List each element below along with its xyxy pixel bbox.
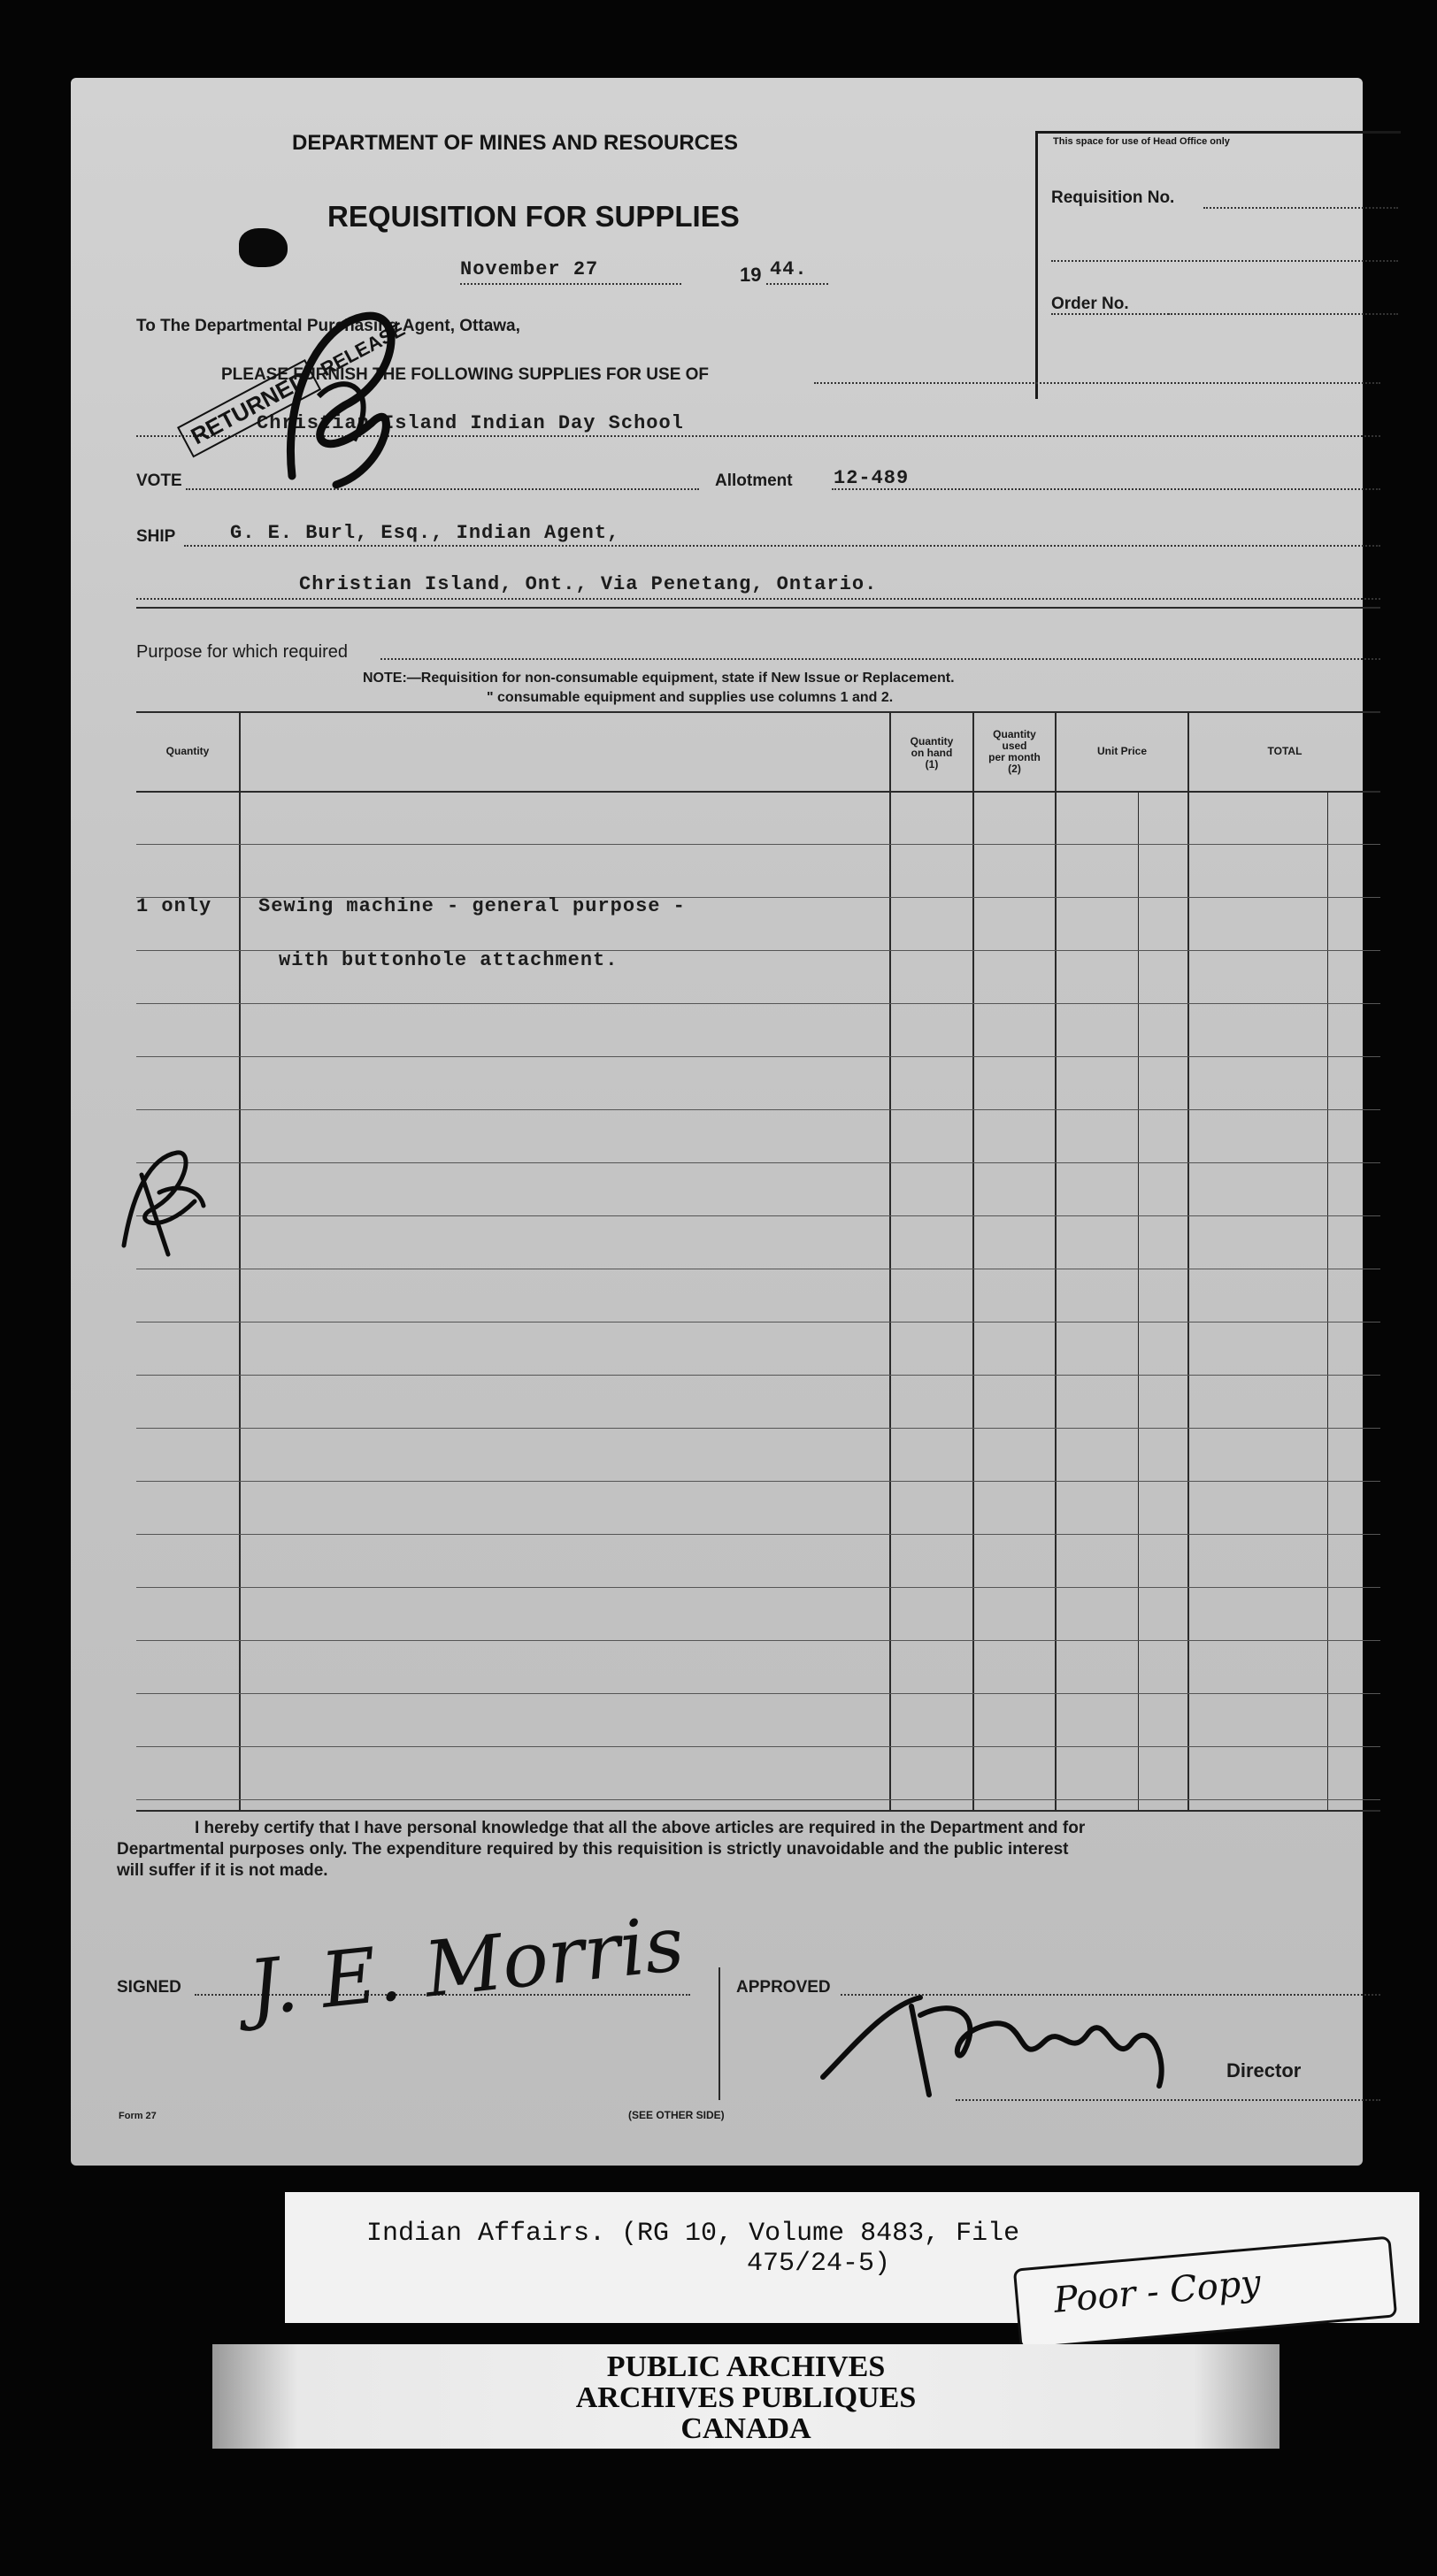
header-used-per-month xyxy=(974,729,1055,775)
head-office-caption: This space for use of Head Office only xyxy=(1053,136,1230,147)
to-line: To The Departmental Purchasing Agent, Ottawa, xyxy=(136,317,520,335)
margin-scribble xyxy=(115,1139,212,1263)
ink-blot xyxy=(239,228,288,267)
header-on-hand-line-1: Quantity xyxy=(910,735,954,748)
col-sep-unit-price-cents xyxy=(1138,791,1139,1810)
ship-label: SHIP xyxy=(136,527,176,546)
table-rule-line xyxy=(136,1640,1380,1641)
table-header-border xyxy=(136,791,1380,793)
please-furnish-dots xyxy=(814,382,1380,384)
public-archives-line-3: CANADA xyxy=(680,2412,811,2445)
see-other-side: (SEE OTHER SIDE) xyxy=(628,2109,725,2121)
table-rule-line xyxy=(136,1162,1380,1163)
requisition-form xyxy=(71,78,1363,2166)
row-2-description: with buttonhole attachment. xyxy=(279,949,619,971)
ship-line-1: G. E. Burl, Esq., Indian Agent, xyxy=(230,522,620,544)
note-line-2: " consumable equipment and supplies use columns 1 and 2. xyxy=(487,690,894,705)
vote-label: VOTE xyxy=(136,472,182,490)
table-rule-line xyxy=(136,1693,1380,1694)
vote-line xyxy=(186,488,699,490)
purpose-label: Purpose for which required xyxy=(136,642,349,662)
returned-stamp-text: RETURNED xyxy=(177,359,322,458)
certification-line-3: will suffer if it is not made. xyxy=(117,1861,328,1880)
table-rule-line xyxy=(136,1587,1380,1588)
signature-divider xyxy=(718,1967,720,2100)
row-1-description: Sewing machine - general purpose - xyxy=(258,895,686,917)
certification-line-2: Departmental purposes only. The expenditure required by this requisition is strictly unavoidable and the public interest xyxy=(117,1840,1069,1859)
header-used-line-2: used xyxy=(1002,740,1027,752)
table-rule-line xyxy=(136,844,1380,845)
header-used-line-4: (2) xyxy=(1008,763,1021,775)
date-year-line xyxy=(766,283,828,285)
director-label: Director xyxy=(1226,2059,1302,2082)
purpose-line xyxy=(380,658,1380,660)
date-month-day: November 27 xyxy=(460,258,599,280)
release-stamp-text: RELEASE xyxy=(317,318,409,381)
col-sep-quantity xyxy=(239,711,241,1810)
date-year-suffix: 44. xyxy=(770,258,808,280)
header-on-hand-line-2: on hand xyxy=(911,747,953,759)
public-archives-line-2: ARCHIVES PUBLIQUES xyxy=(575,2381,917,2414)
table-rule-line xyxy=(136,1375,1380,1376)
signed-label: SIGNED xyxy=(117,1978,181,1997)
order-number-label: Order No. xyxy=(1051,295,1129,313)
head-office-blank-line-1 xyxy=(1051,260,1398,262)
col-sep-unit-price xyxy=(1187,711,1189,1810)
header-used-line-1: Quantity xyxy=(993,728,1036,740)
please-furnish-line: PLEASE FURNISH THE FOLLOWING SUPPLIES FOR USE OF xyxy=(221,365,710,384)
allotment-label: Allotment xyxy=(715,472,793,490)
ship-line-2-dots xyxy=(136,598,1380,600)
archive-reference-line-1: Indian Affairs. (RG 10, Volume 8483, File xyxy=(366,2219,1020,2249)
row-1-quantity: 1 only xyxy=(136,895,212,917)
initials-scribble xyxy=(265,290,416,494)
table-rule-line xyxy=(136,1109,1380,1110)
approved-signature xyxy=(814,1980,1186,2104)
ship-separator xyxy=(136,607,1380,609)
table-rule-line xyxy=(136,1428,1380,1429)
director-line xyxy=(956,2099,1380,2101)
table-rule-line xyxy=(136,1799,1380,1800)
public-archives-line-1: PUBLIC ARCHIVES xyxy=(606,2350,886,2383)
header-used-line-3: per month xyxy=(988,751,1041,763)
date-line xyxy=(460,283,681,285)
allotment-value: 12-489 xyxy=(834,467,910,489)
archive-reference-line-2: 475/24-5) xyxy=(747,2249,891,2279)
header-unit-price: Unit Price xyxy=(1096,745,1147,757)
note-line-1: NOTE:—Requisition for non-consumable equipment, state if New Issue or Replacement. xyxy=(363,671,955,686)
date-year-prefix: 19 xyxy=(740,264,762,286)
requisition-number-line xyxy=(1203,207,1398,209)
archive-reference-text xyxy=(366,2219,1019,2279)
col-sep-total-cents xyxy=(1327,791,1328,1810)
col-sep-used xyxy=(1055,711,1057,1810)
table-rule-line xyxy=(136,1746,1380,1747)
col-sep-description xyxy=(889,711,891,1810)
table-rule-line xyxy=(136,1534,1380,1535)
certification-line-1: I hereby certify that I have personal knowledge that all the above articles are required in the Department and for xyxy=(195,1819,1086,1837)
table-top-border xyxy=(136,711,1380,713)
ship-line-1-dots xyxy=(184,545,1380,547)
signed-signature: J. E. Morris xyxy=(244,1899,688,2034)
col-sep-on-hand xyxy=(972,711,974,1810)
allotment-line xyxy=(832,488,1380,490)
for-use-of-value: Christian Island Indian Day School xyxy=(257,412,684,434)
form-title: REQUISITION FOR SUPPLIES xyxy=(327,200,740,233)
requisition-number-label: Requisition No. xyxy=(1051,188,1175,207)
table-bottom-border xyxy=(136,1810,1380,1812)
header-total: TOTAL xyxy=(1267,745,1303,757)
table-rule-line xyxy=(136,1003,1380,1004)
table-rule-line xyxy=(136,1056,1380,1057)
table-rule-line xyxy=(136,1215,1380,1216)
public-archives-text xyxy=(212,2351,1279,2444)
table-rule-line xyxy=(136,1481,1380,1482)
approved-label: APPROVED xyxy=(736,1978,831,1997)
department-heading: DEPARTMENT OF MINES AND RESOURCES xyxy=(292,131,739,155)
header-on-hand-line-3: (1) xyxy=(925,758,939,770)
order-number-line xyxy=(1168,313,1398,315)
poor-copy-text: Poor - Copy xyxy=(1052,2262,1263,2321)
header-on-hand xyxy=(891,736,972,770)
head-office-box xyxy=(1035,131,1401,399)
ship-line-2: Christian Island, Ont., Via Penetang, Ontario. xyxy=(299,573,878,595)
form-number: Form 27 xyxy=(119,2111,157,2121)
header-quantity: Quantity xyxy=(165,745,210,757)
